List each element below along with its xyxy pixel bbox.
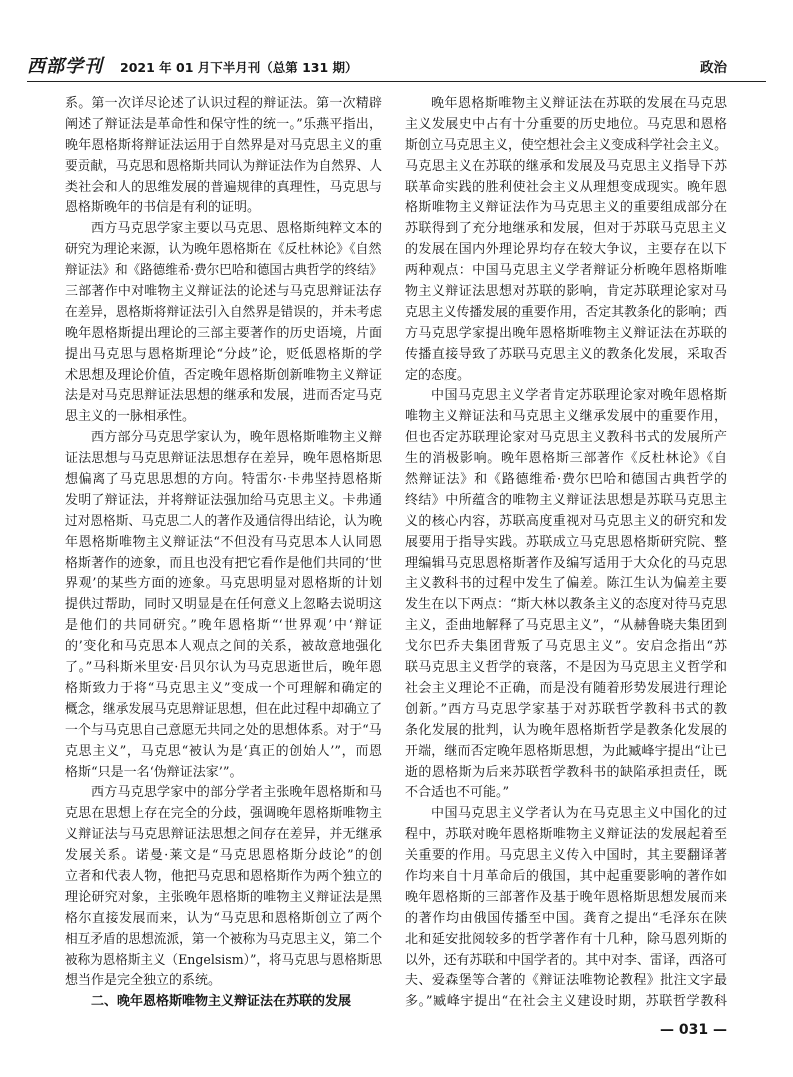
text-line: 克思主义”，马克思“被认为是‘真正的创始人’”，而恩: [65, 743, 382, 759]
text-line: 一个与马克思自己意愿无共同之处的思想体系。对于“马: [65, 722, 382, 738]
text-line: 的发展在国内外理论界均存在较大争议，主要存在以下: [405, 242, 727, 258]
paragraph: [65, 219, 382, 428]
text-line: 以外，还有苏联和中国学者的。其中对李、雷译，西洛可: [405, 952, 728, 968]
text-line: 主义教科书的过程中发生了偏差。陈江生认为偏差主要: [405, 576, 727, 592]
section-label: 政治: [700, 60, 727, 76]
text-line: 晚年恩格斯提出理论的三部主要著作的历史语境，片面: [65, 325, 382, 341]
text-line: 想偏离了马克思思想的方向。特雷尔·卡弗坚持恩格斯: [65, 472, 382, 488]
text-line: 作均来自十月革命后的俄国，其中起重要影响的著作如: [405, 868, 727, 884]
text-line: 被称为恩格斯主义（Engelsism）”，将马克思与恩格斯思: [65, 952, 383, 968]
issue-info: 2021 年 01 月下半月刊（总第 131 期）: [120, 60, 358, 75]
text-line: 理论研究对象，主张晚年恩格斯的唯物主义辩证法是黑: [65, 889, 382, 905]
section-heading: [65, 992, 382, 1013]
text-line: 过对恩格斯、马克思二人的著作及通信得出结论，认为晚: [65, 513, 383, 529]
text-line: 马克思主义在苏联的继承和发展及马克思主义指导下苏: [405, 158, 727, 174]
text-line: 中国马克思主义学者认为在马克思主义中国化的过: [431, 806, 727, 822]
paragraph: [405, 94, 727, 386]
text-line: 定的态度。: [405, 367, 471, 383]
text-line: 方马克思学家提出晚年恩格斯唯物主义辩证法在苏联的: [405, 325, 727, 341]
text-line: 斯创立马克思主义，使空想社会主义变成科学社会主义。: [405, 137, 728, 153]
text-line: 不合适也不可能。”: [405, 785, 510, 801]
text-line: 提供过帮助，同时又明显是在任何意义上忽略去说明这: [65, 597, 382, 613]
text-line: 戈尔巴乔夫集团背叛了马克思主义”。安启念指出“苏: [405, 639, 727, 655]
page-number: — 031 —: [660, 1022, 727, 1038]
text-line: 开端，继而否定晚年恩格斯思想，为此臧峰宇提出“让已: [405, 743, 727, 759]
text-line: 但也否定苏联理论家对马克思主义教科书式的发展所产: [405, 430, 727, 446]
paragraph: [405, 804, 727, 1013]
text-line: 提出马克思与恩格斯理论“分歧”论，贬低恩格斯的学: [65, 346, 382, 362]
text-line: 研究为理论来源，认为晚年恩格斯在《反杜林论》《自然: [65, 242, 382, 258]
text-line: 证法思想与马克思辩证法思想存在差异，晚年恩格斯思: [65, 451, 382, 467]
text-line: 物主义辩证法思想对苏联的影响，肯定苏联理论家对马: [405, 284, 727, 300]
text-line: 逝的恩格斯为后来苏联哲学教科书的缺陷承担责任，既: [405, 764, 727, 780]
text-line: 社会主义理论不正确，而是没有随着形势发展进行理论: [405, 680, 727, 696]
text-line: 联革命实践的胜利使社会主义从理想变成现实。晚年恩: [405, 179, 727, 195]
text-line: 联马克思主义哲学的衰落，不是因为马克思主义哲学和: [405, 660, 727, 676]
text-line: 生的消极影响。晚年恩格斯三部著作《反杜林论》《自: [405, 451, 727, 467]
paragraph: [65, 428, 382, 783]
text-line: 界观’的某些方面的迹象。马克思明显对恩格斯的计划: [65, 576, 382, 592]
text-line: 类社会和人的思维发展的普遍规律的真理性，马克思与: [65, 179, 382, 195]
right-column: [405, 94, 727, 1013]
text-line: 夫、爱森堡等合著的《辩证法唯物论教程》批注文字最: [405, 973, 727, 989]
text-line: 三部著作中对唯物主义辩证法的论述与马克思辩证法存: [65, 284, 382, 300]
text-line: 辩证法》和《路德维希·费尔巴哈和德国古典哲学的终结》: [65, 263, 383, 279]
text-line: 要贡献，马克思和恩格斯共同认为辩证法作为自然界、人: [65, 158, 383, 174]
text-line: 北和延安批阅较多的哲学著作有十几种，除马恩列斯的: [405, 931, 727, 947]
text-line: 晚年恩格斯唯物主义辩证法在苏联的发展在马克思: [431, 96, 727, 111]
text-line: 晚年恩格斯的三部著作及基于晚年恩格斯思想发展而来: [405, 889, 727, 905]
text-line: 西方马克思学家中的部分学者主张晚年恩格斯和马: [91, 785, 382, 801]
text-line: 是他们的共同研究。”晚年恩格斯“‘世界观’中‘辩证: [65, 618, 382, 634]
paragraph: [65, 94, 382, 219]
text-line: 在差异，恩格斯将辩证法引入自然界是错误的，并未考虑: [65, 304, 383, 320]
text-line: 展要用于指导实践。苏联成立马克思恩格斯研究院、整: [405, 534, 727, 550]
text-line: 传播直接导致了苏联马克思主义的教条化发展，采取否: [405, 346, 727, 362]
running-header: [27, 55, 766, 82]
text-line: 克思主义传播发展的重要作用，否定其教条化的影响；西: [405, 304, 728, 320]
text-line: 思主义的一脉相承性。: [65, 409, 196, 425]
text-line: 西方马克思学家主要以马克思、恩格斯纯粹文本的: [91, 221, 382, 237]
journal-logo: 西部学刊: [27, 56, 103, 77]
text-line: 中国马克思主义学者肯定苏联理论家对晚年恩格斯: [431, 388, 727, 404]
text-line: 发展关系。诺曼·莱文是“马克思恩格斯分歧论”的创: [65, 848, 382, 864]
text-line: 理编辑马克思恩格斯著作及编写适用于大众化的马克思: [405, 555, 727, 571]
text-line: 格斯著作的迹象，而且也没有把它看作是他们共同的‘世: [65, 555, 382, 571]
text-line: 唯物主义辩证法和马克思主义继承发展中的重要作用，: [405, 409, 727, 425]
text-line: 条化发展的批判，认为晚年恩格斯哲学是教条化发展的: [405, 722, 727, 738]
text-line: 义辩证法与马克思辩证法思想之间存在差异，并无继承: [65, 827, 382, 843]
text-line: 格斯致力于将“马克思主义”变成一个可理解和确定的: [65, 680, 382, 696]
text-line: 两种观点：中国马克思主义学者辩证分析晚年恩格斯唯: [405, 263, 727, 279]
text-line: 的’变化和马克思本人观点之间的关系，被故意地强化: [65, 639, 382, 655]
text-line: 终结》中所蕴含的唯物主义辩证法思想是苏联马克思主: [405, 492, 727, 508]
text-line: 恩格斯晚年的书信是有利的证明。: [65, 200, 261, 216]
text-line: 关重要的作用。马克思主义传入中国时，其主要翻译著: [405, 848, 727, 864]
text-line: 克思在思想上存在完全的分歧，强调晚年恩格斯唯物主: [65, 806, 382, 822]
text-line: 法是对马克思辩证法思想的继承和发展，进而否定马克: [65, 388, 382, 404]
text-line: 了。”马科斯米里安·吕贝尔认为马克思逝世后，晚年恩: [65, 660, 382, 676]
text-line: 格斯“只是一名‘伪辩证法家’”。: [65, 764, 243, 780]
section-heading-text: 二、晚年恩格斯唯物主义辩证法在苏联的发展: [91, 994, 352, 1010]
text-line: 格斯唯物主义辩证法作为马克思主义的重要组成部分在: [405, 200, 727, 216]
text-line: 主义，歪曲地解释了马克思主义”，“从赫鲁晓夫集团到: [405, 618, 727, 634]
text-line: 阐述了辩证法是革命性和保守性的统一。”乐燕平指出，: [65, 116, 382, 132]
text-line: 发生在以下两点：“斯大林以教条主义的态度对待马克思: [405, 597, 727, 613]
text-line: 晚年恩格斯将辩证法运用于自然界是对马克思主义的重: [65, 137, 382, 153]
text-line: 的著作均由俄国传播至中国。龚育之提出“毛泽东在陕: [405, 910, 727, 926]
text-line: 创新。”西方马克思学家基于对苏联哲学教科书式的教: [405, 701, 727, 717]
text-line: 立者和代表人物，他把马克思和恩格斯作为两个独立的: [65, 868, 382, 884]
paragraph: [405, 386, 727, 804]
text-line: 概念，继承发展马克思辩证思想，但在此过程中却确立了: [65, 701, 383, 717]
text-line: 系。第一次详尽论述了认识过程的辩证法。第一次精辟: [65, 96, 382, 111]
text-line: 想当作是完全独立的系统。: [65, 973, 222, 989]
text-line: 术思想及理论价值，否定晚年恩格斯创新唯物主义辩证: [65, 367, 382, 383]
text-line: 发明了辩证法，并将辩证法强加给马克思主义。卡弗通: [65, 492, 382, 508]
text-line: 苏联得到了充分地继承和发展，但对于苏联马克思主义: [405, 221, 727, 237]
text-line: 主义发展史中占有十分重要的历史地位。马克思和恩格: [405, 116, 727, 132]
text-line: 多。”臧峰宇提出“在社会主义建设时期，苏联哲学教科: [405, 994, 727, 1010]
text-line: 相互矛盾的思想流派，第一个被称为马克思主义，第二个: [65, 931, 383, 947]
paragraph: [65, 783, 382, 992]
text-line: 西方部分马克思学家认为，晚年恩格斯唯物主义辩: [91, 430, 382, 446]
text-line: 义的核心内容，苏联高度重视对马克思主义的研究和发: [405, 513, 727, 529]
left-column: [65, 94, 382, 1013]
text-line: 然辩证法》和《路德维希·费尔巴哈和德国古典哲学的: [405, 472, 727, 488]
text-line: 格尔直接发展而来，认为“马克思和恩格斯创立了两个: [65, 910, 382, 926]
text-line: 程中，苏联对晚年恩格斯唯物主义辩证法的发展起着至: [405, 827, 727, 843]
text-line: 年恩格斯唯物主义辩证法“不但没有马克思本人认同恩: [65, 534, 382, 550]
